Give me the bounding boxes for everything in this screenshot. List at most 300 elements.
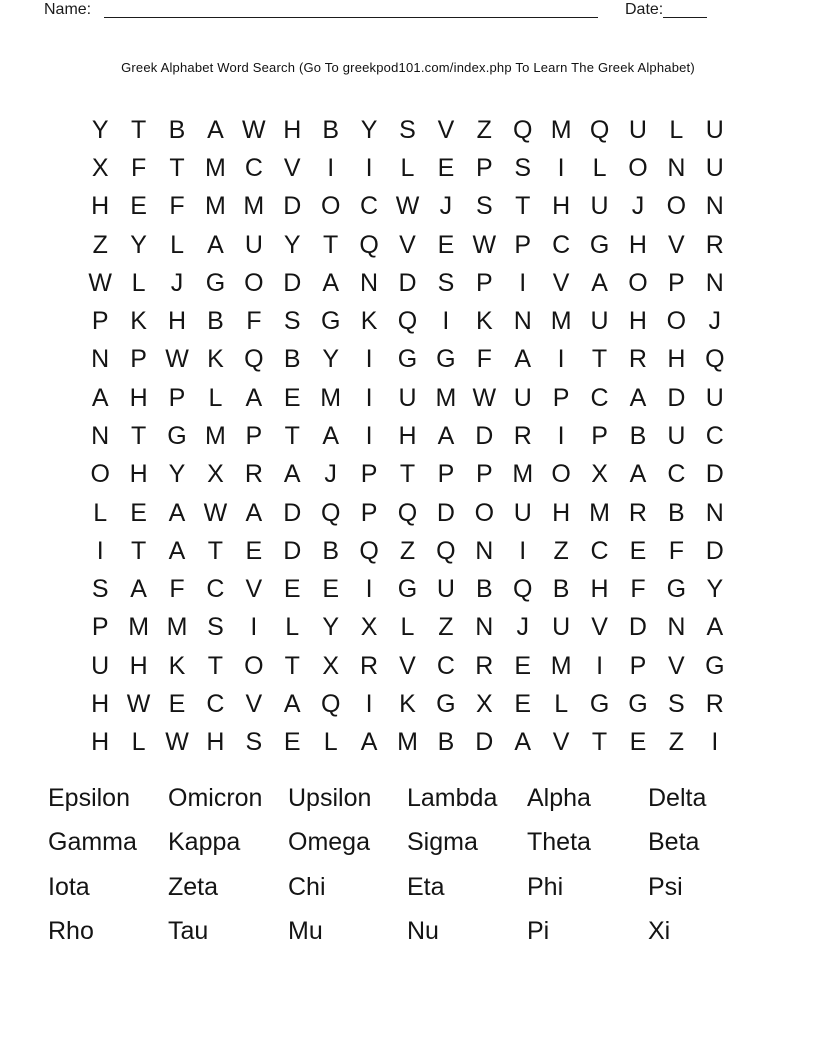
grid-cell-r13c1: S (91, 575, 109, 604)
grid-cell-r6c9: Q (397, 307, 418, 336)
grid-cell-r7c17: Q (705, 345, 725, 374)
grid-cell-r15c3: K (168, 651, 186, 680)
word-item-xi: Xi (648, 917, 671, 946)
grid-cell-r11c14: M (589, 498, 610, 527)
grid-cell-r9c4: M (205, 421, 226, 450)
grid-cell-r4c17: R (705, 230, 724, 259)
grid-cell-r3c16: O (666, 192, 687, 221)
grid-cell-r11c17: N (705, 498, 724, 527)
grid-cell-r9c17: C (705, 421, 724, 450)
grid-cell-r12c7: B (322, 536, 340, 565)
grid-cell-r1c15: U (628, 115, 647, 144)
grid-cell-r4c16: V (668, 230, 685, 259)
grid-cell-r11c8: P (360, 498, 378, 527)
word-item-upsilon: Upsilon (288, 784, 372, 812)
word-item-iota: Iota (48, 872, 90, 901)
letter-grid (81, 111, 734, 762)
grid-cell-r3c3: F (169, 192, 185, 221)
grid-cell-r4c4: A (207, 230, 224, 259)
grid-cell-r15c2: H (129, 651, 148, 680)
grid-cell-r10c11: P (475, 460, 493, 489)
grid-cell-r2c8: I (365, 153, 373, 182)
grid-cell-r6c1: P (91, 307, 109, 336)
grid-cell-r12c9: Z (399, 536, 416, 565)
grid-cell-r4c5: U (244, 230, 263, 259)
grid-cell-r6c11: K (475, 307, 493, 336)
word-item-pi: Pi (527, 917, 550, 946)
grid-cell-r2c13: I (557, 153, 565, 182)
grid-cell-r16c5: V (245, 690, 263, 719)
grid-cell-r13c5: V (245, 575, 263, 604)
grid-cell-r5c16: P (668, 268, 685, 297)
grid-cell-r1c8: Y (360, 115, 378, 144)
grid-cell-r16c1: H (91, 690, 110, 719)
grid-cell-r4c12: P (514, 230, 532, 259)
grid-cell-r16c12: E (514, 690, 532, 719)
grid-cell-r16c15: G (628, 690, 648, 719)
grid-cell-r13c6: E (283, 575, 301, 604)
grid-cell-r16c2: W (126, 690, 151, 719)
grid-cell-r15c5: O (244, 651, 264, 680)
grid-cell-r12c14: C (590, 536, 609, 565)
grid-cell-r4c2: Y (130, 230, 147, 259)
grid-cell-r9c15: B (629, 421, 647, 450)
grid-cell-r11c9: Q (397, 498, 418, 527)
grid-cell-r5c12: I (519, 268, 527, 297)
grid-cell-r4c8: Q (359, 230, 379, 259)
grid-cell-r14c2: M (128, 613, 150, 642)
grid-cell-r15c12: E (514, 651, 532, 680)
grid-cell-r5c15: O (628, 268, 648, 297)
grid-cell-r8c6: E (283, 383, 301, 412)
grid-cell-r6c16: O (666, 307, 687, 336)
grid-cell-r5c17: N (705, 268, 724, 297)
grid-cell-r6c6: S (283, 307, 301, 336)
grid-cell-r1c9: S (399, 115, 416, 144)
grid-cell-r5c13: V (552, 268, 570, 297)
grid-cell-r5c7: A (322, 268, 340, 297)
grid-cell-r10c12: M (512, 460, 534, 489)
grid-cell-r3c7: O (320, 192, 341, 221)
grid-cell-r15c13: M (550, 651, 572, 680)
grid-cell-r4c3: L (170, 230, 184, 259)
grid-cell-r9c11: D (475, 421, 494, 450)
grid-cell-r9c12: R (513, 421, 532, 450)
word-item-nu: Nu (407, 917, 439, 946)
grid-cell-r4c13: C (552, 230, 571, 259)
grid-cell-r10c13: O (551, 460, 571, 489)
grid-cell-r3c13: H (552, 192, 571, 221)
grid-cell-r8c14: C (590, 383, 609, 412)
grid-cell-r3c4: M (205, 192, 226, 221)
grid-cell-r2c7: I (327, 153, 335, 182)
grid-cell-r12c3: A (168, 536, 186, 565)
grid-cell-r13c12: Q (513, 575, 533, 604)
grid-cell-r8c15: A (629, 383, 647, 412)
grid-cell-r16c4: C (206, 690, 225, 719)
grid-cell-r3c11: S (475, 192, 493, 221)
grid-cell-r12c15: E (629, 536, 647, 565)
grid-cell-r9c13: I (557, 421, 565, 450)
grid-cell-r12c2: T (130, 536, 147, 565)
grid-cell-r13c14: H (590, 575, 609, 604)
grid-cell-r6c13: M (550, 307, 572, 336)
grid-cell-r10c7: J (324, 460, 337, 489)
grid-cell-r11c15: R (628, 498, 647, 527)
grid-cell-r14c16: N (667, 613, 686, 642)
grid-cell-r1c13: M (550, 115, 572, 144)
grid-cell-r8c10: M (435, 383, 457, 412)
grid-cell-r7c1: N (91, 345, 110, 374)
grid-cell-r7c15: R (628, 345, 647, 374)
grid-cell-r6c8: K (360, 307, 378, 336)
grid-cell-r13c15: F (630, 575, 646, 604)
grid-cell-r4c7: T (323, 230, 339, 259)
grid-cell-r9c1: N (91, 421, 110, 450)
word-item-sigma: Sigma (407, 828, 478, 857)
grid-cell-r12c4: T (207, 536, 224, 565)
grid-cell-r3c1: H (91, 192, 110, 221)
grid-cell-r9c14: P (591, 421, 608, 450)
grid-cell-r1c6: H (283, 115, 302, 144)
grid-cell-r5c14: A (591, 268, 608, 297)
grid-cell-r5c3: J (170, 268, 184, 297)
grid-cell-r13c17: Y (706, 575, 724, 604)
grid-cell-r10c3: Y (168, 460, 186, 489)
grid-cell-r5c8: N (360, 268, 379, 297)
word-item-lambda: Lambda (407, 784, 498, 812)
grid-cell-r9c10: A (437, 421, 455, 450)
grid-cell-r13c13: B (552, 575, 570, 604)
word-item-kappa: Kappa (168, 828, 241, 857)
grid-cell-r10c14: X (591, 460, 608, 489)
date-blank-line (663, 0, 707, 18)
grid-cell-r17c13: V (552, 728, 570, 757)
grid-cell-r5c6: D (283, 268, 302, 297)
grid-cell-r6c15: H (628, 307, 647, 336)
grid-cell-r12c5: E (245, 536, 263, 565)
grid-cell-r8c17: U (705, 383, 724, 412)
grid-cell-r8c11: W (472, 383, 497, 412)
word-item-rho: Rho (48, 917, 94, 946)
grid-cell-r9c7: A (322, 421, 340, 450)
grid-cell-r1c3: B (168, 115, 186, 144)
grid-cell-r2c4: M (205, 153, 226, 182)
word-item-alpha: Alpha (527, 784, 591, 812)
grid-cell-r4c15: H (628, 230, 647, 259)
grid-cell-r17c14: T (591, 728, 608, 757)
grid-cell-r2c11: P (475, 153, 493, 182)
grid-cell-r16c14: G (589, 690, 610, 719)
grid-cell-r2c10: E (437, 153, 455, 182)
grid-cell-r5c11: P (475, 268, 493, 297)
word-item-omega: Omega (288, 828, 370, 857)
grid-cell-r14c15: D (628, 613, 647, 642)
grid-cell-r10c5: R (244, 460, 263, 489)
grid-cell-r7c14: T (591, 345, 608, 374)
grid-cell-r14c3: M (166, 613, 188, 642)
grid-cell-r7c4: K (207, 345, 224, 374)
grid-cell-r1c16: L (669, 115, 684, 144)
grid-cell-r11c11: O (474, 498, 495, 527)
word-item-beta: Beta (648, 828, 700, 857)
grid-cell-r7c11: F (476, 345, 492, 374)
grid-cell-r12c13: Z (553, 536, 569, 565)
grid-cell-r13c9: G (397, 575, 418, 604)
grid-cell-r12c11: N (475, 536, 494, 565)
grid-cell-r6c7: G (320, 307, 341, 336)
grid-cell-r16c11: X (475, 690, 493, 719)
word-item-eta: Eta (407, 872, 445, 901)
grid-cell-r8c1: A (91, 383, 109, 412)
word-list (48, 776, 764, 954)
grid-cell-r16c17: R (705, 690, 724, 719)
grid-cell-r2c2: F (130, 153, 147, 182)
grid-cell-r10c4: X (207, 460, 224, 489)
grid-cell-r3c8: C (360, 192, 379, 221)
grid-cell-r17c17: I (711, 728, 719, 757)
grid-cell-r17c12: A (514, 728, 532, 757)
grid-cell-r10c15: A (629, 460, 647, 489)
grid-cell-r9c9: H (398, 421, 417, 450)
grid-cell-r13c10: U (436, 575, 455, 604)
grid-cell-r11c2: E (130, 498, 147, 527)
grid-cell-r2c5: C (244, 153, 263, 182)
grid-cell-r3c5: M (243, 192, 265, 221)
grid-cell-r14c1: P (91, 613, 109, 642)
grid-cell-r3c17: N (705, 192, 724, 221)
grid-cell-r9c2: T (130, 421, 147, 450)
grid-cell-r3c6: D (283, 192, 302, 221)
grid-cell-r2c16: N (667, 153, 686, 182)
grid-cell-r2c3: T (169, 153, 185, 182)
grid-cell-r14c5: I (250, 613, 258, 642)
grid-cell-r9c3: G (167, 421, 187, 450)
grid-cell-r10c10: P (437, 460, 455, 489)
grid-cell-r7c8: I (365, 345, 373, 374)
grid-cell-r1c12: Q (513, 115, 533, 144)
grid-cell-r2c6: V (283, 153, 301, 182)
grid-cell-r12c12: I (519, 536, 527, 565)
grid-cell-r1c10: V (437, 115, 455, 144)
word-item-omicron: Omicron (168, 784, 263, 812)
grid-cell-r17c7: L (323, 728, 338, 757)
grid-cell-r6c10: I (442, 307, 450, 336)
grid-cell-r17c3: W (165, 728, 189, 757)
grid-cell-r9c5: P (245, 421, 263, 450)
grid-cell-r7c6: B (283, 345, 301, 374)
grid-cell-r7c12: A (514, 345, 532, 374)
grid-cell-r16c10: G (436, 690, 456, 719)
grid-cell-r5c1: W (88, 268, 112, 297)
grid-cell-r13c2: A (130, 575, 147, 604)
grid-cell-r13c11: B (475, 575, 493, 604)
grid-cell-r1c1: Y (91, 115, 109, 144)
word-item-gamma: Gamma (48, 828, 137, 857)
grid-cell-r15c11: R (475, 651, 494, 680)
grid-cell-r11c16: B (668, 498, 685, 527)
grid-cell-r17c10: B (437, 728, 455, 757)
grid-cell-r1c17: U (705, 115, 724, 144)
grid-cell-r10c2: H (129, 460, 148, 489)
grid-cell-r6c2: K (130, 307, 147, 336)
grid-cell-r7c3: W (165, 345, 189, 374)
grid-cell-r6c12: N (513, 307, 532, 336)
grid-cell-r2c9: L (400, 153, 415, 182)
word-item-chi: Chi (288, 872, 326, 901)
grid-cell-r8c8: I (365, 383, 373, 412)
grid-cell-r12c6: D (283, 536, 302, 565)
grid-cell-r7c16: H (667, 345, 686, 374)
grid-cell-r15c7: X (322, 651, 340, 680)
word-item-psi: Psi (648, 872, 683, 901)
grid-cell-r6c5: F (246, 307, 262, 336)
grid-cell-r5c4: G (205, 268, 226, 297)
grid-cell-r8c4: L (208, 383, 223, 412)
grid-cell-r13c3: F (169, 575, 185, 604)
grid-cell-r2c17: U (705, 153, 724, 182)
word-item-epsilon: Epsilon (48, 784, 130, 812)
grid-cell-r17c15: E (629, 728, 647, 757)
grid-cell-r3c9: W (395, 192, 420, 221)
grid-cell-r16c3: E (168, 690, 186, 719)
grid-cell-r6c17: J (708, 307, 722, 336)
grid-cell-r11c10: D (436, 498, 455, 527)
grid-cell-r7c10: G (436, 345, 456, 374)
grid-cell-r5c5: O (244, 268, 264, 297)
grid-cell-r10c17: D (705, 460, 724, 489)
grid-cell-r10c6: A (283, 460, 301, 489)
grid-cell-r13c4: C (206, 575, 225, 604)
grid-cell-r2c12: S (514, 153, 532, 182)
grid-cell-r8c2: H (129, 383, 148, 412)
grid-cell-r14c10: Z (438, 613, 454, 642)
grid-cell-r15c15: P (629, 651, 647, 680)
grid-cell-r1c5: W (242, 115, 266, 144)
grid-cell-r17c2: L (131, 728, 146, 757)
grid-cell-r15c14: I (596, 651, 604, 680)
grid-cell-r16c9: K (399, 690, 416, 719)
grid-cell-r15c6: T (284, 651, 300, 680)
grid-cell-r11c4: W (203, 498, 228, 527)
grid-cell-r10c1: O (90, 460, 110, 489)
grid-cell-r5c2: L (131, 268, 146, 297)
grid-cell-r13c8: I (365, 575, 373, 604)
grid-cell-r9c8: I (365, 421, 373, 450)
grid-cell-r2c15: O (628, 153, 648, 182)
grid-cell-r12c17: D (705, 536, 724, 565)
grid-cell-r8c13: P (552, 383, 570, 412)
grid-cell-r3c15: J (631, 192, 645, 221)
grid-cell-r2c1: X (91, 153, 109, 182)
grid-cell-r4c6: Y (283, 230, 301, 259)
grid-cell-r1c11: Z (476, 115, 492, 144)
grid-cell-r16c6: A (283, 690, 301, 719)
grid-cell-r17c1: H (91, 728, 110, 757)
grid-cell-r7c5: Q (244, 345, 264, 374)
grid-cell-r4c10: E (437, 230, 455, 259)
grid-cell-r9c6: T (284, 421, 300, 450)
grid-cell-r15c4: T (207, 651, 224, 680)
grid-cell-r3c10: J (439, 192, 453, 221)
word-item-tau: Tau (168, 917, 209, 946)
grid-cell-r11c12: U (513, 498, 532, 527)
grid-cell-r17c8: A (360, 728, 378, 757)
grid-cell-r11c5: A (245, 498, 263, 527)
grid-cell-r3c14: U (590, 192, 609, 221)
grid-cell-r8c12: U (513, 383, 532, 412)
grid-cell-r16c7: Q (320, 690, 341, 719)
grid-cell-r17c4: H (206, 728, 225, 757)
grid-cell-r15c10: C (436, 651, 455, 680)
grid-cell-r17c5: S (245, 728, 263, 757)
grid-cell-r14c4: S (207, 613, 224, 642)
grid-cell-r1c7: B (322, 115, 340, 144)
date-label: Date: (625, 1, 664, 18)
grid-cell-r8c16: D (667, 383, 686, 412)
grid-cell-r10c9: T (399, 460, 416, 489)
grid-cell-r1c14: Q (589, 115, 610, 144)
grid-cell-r14c6: L (285, 613, 300, 642)
grid-cell-r1c2: T (130, 115, 147, 144)
grid-cell-r10c8: P (360, 460, 378, 489)
name-label: Name: (44, 1, 92, 18)
grid-cell-r13c7: E (322, 575, 340, 604)
grid-cell-r7c2: P (130, 345, 147, 374)
grid-cell-r14c12: J (516, 613, 529, 642)
grid-cell-r4c14: G (589, 230, 610, 259)
word-item-mu: Mu (288, 917, 323, 946)
grid-cell-r1c4: A (207, 115, 224, 144)
grid-cell-r10c16: C (667, 460, 686, 489)
grid-cell-r14c9: L (400, 613, 415, 642)
grid-cell-r4c1: Z (92, 230, 108, 259)
grid-cell-r8c7: M (320, 383, 342, 412)
grid-cell-r16c16: S (668, 690, 685, 719)
grid-cell-r14c8: X (360, 613, 378, 642)
puzzle-title: Greek Alphabet Word Search (Go To greekpod101.com/index.php To Learn The Greek Alphabet) (121, 60, 695, 75)
word-item-zeta: Zeta (168, 872, 219, 901)
grid-cell-r8c3: P (168, 383, 186, 412)
grid-cell-r16c8: I (365, 690, 373, 719)
grid-cell-r16c13: L (554, 690, 569, 719)
grid-cell-r3c2: E (130, 192, 147, 221)
grid-cell-r14c13: U (552, 613, 571, 642)
grid-cell-r12c8: Q (359, 536, 379, 565)
word-item-theta: Theta (527, 828, 591, 857)
word-item-delta: Delta (648, 784, 707, 812)
grid-cell-r11c6: D (283, 498, 302, 527)
grid-cell-r17c11: D (475, 728, 494, 757)
grid-cell-r15c17: G (705, 651, 725, 680)
grid-cell-r13c16: G (666, 575, 687, 604)
grid-cell-r17c16: Z (668, 728, 685, 757)
grid-cell-r15c9: V (399, 651, 416, 680)
grid-cell-r5c10: S (437, 268, 455, 297)
grid-cell-r7c13: I (557, 345, 565, 374)
grid-cell-r12c1: I (96, 536, 104, 565)
grid-cell-r11c13: H (552, 498, 571, 527)
grid-cell-r6c4: B (207, 307, 224, 336)
word-item-phi: Phi (527, 872, 564, 901)
grid-cell-r4c9: V (399, 230, 416, 259)
name-blank-line (104, 0, 598, 18)
grid-cell-r15c16: V (668, 651, 685, 680)
grid-cell-r17c6: E (283, 728, 301, 757)
grid-cell-r11c1: L (93, 498, 108, 527)
grid-cell-r14c7: Y (322, 613, 340, 642)
grid-cell-r11c3: A (168, 498, 186, 527)
